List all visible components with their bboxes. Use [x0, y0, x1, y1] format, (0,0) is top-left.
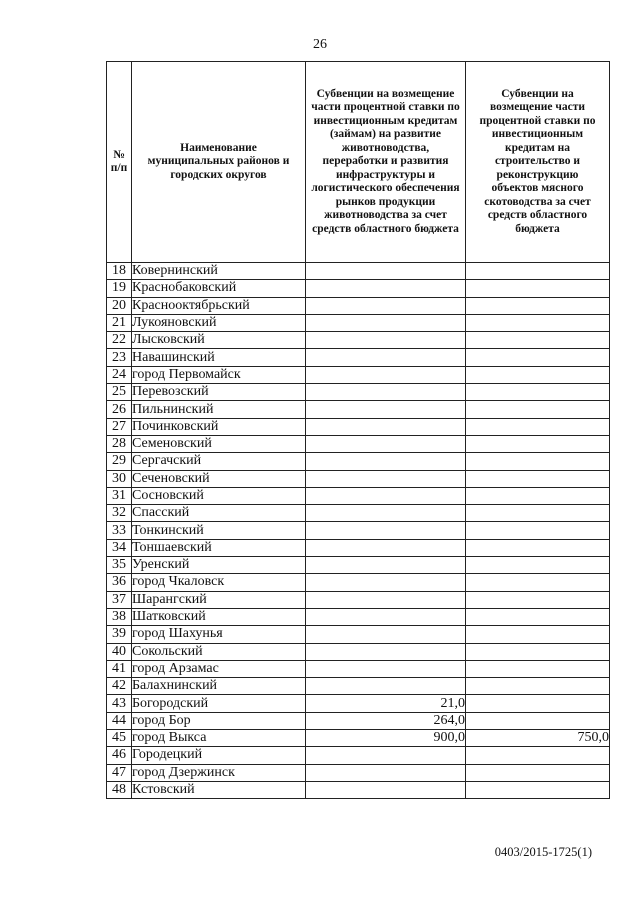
table-row: [107, 366, 610, 383]
row-value-col1: [306, 280, 466, 297]
row-name: город Дзержинск: [132, 764, 306, 781]
row-value-col1: [306, 557, 466, 574]
row-value-col2: [466, 574, 610, 591]
row-value-col2: [466, 626, 610, 643]
row-number: 44: [107, 712, 132, 729]
table-row: [107, 297, 610, 314]
table-row: [107, 349, 610, 366]
row-value-col2: [466, 487, 610, 504]
row-value-col2: [466, 453, 610, 470]
row-value-col1: [306, 608, 466, 625]
row-number: 35: [107, 557, 132, 574]
row-name: Городецкий: [132, 747, 306, 764]
row-value-col2: [466, 557, 610, 574]
row-value-col2: [466, 712, 610, 729]
row-value-col1: [306, 505, 466, 522]
row-value-col1: [306, 643, 466, 660]
row-value-col1: [306, 747, 466, 764]
row-name: Лукояновский: [132, 314, 306, 331]
row-value-col2: 750,0: [466, 730, 610, 747]
row-name: Краснооктябрьский: [132, 297, 306, 314]
row-number: 23: [107, 349, 132, 366]
row-value-col1: [306, 660, 466, 677]
row-value-col2: [466, 608, 610, 625]
row-number: 47: [107, 764, 132, 781]
row-value-col2: [466, 539, 610, 556]
row-value-col1: [306, 418, 466, 435]
row-number: 48: [107, 781, 132, 798]
row-name: Навашинский: [132, 349, 306, 366]
row-name: Тонкинский: [132, 522, 306, 539]
row-value-col2: [466, 643, 610, 660]
row-value-col2: [466, 435, 610, 452]
row-value-col2: [466, 764, 610, 781]
row-value-col2: [466, 280, 610, 297]
table-row: [107, 695, 610, 712]
row-number: 36: [107, 574, 132, 591]
row-name: Лысковский: [132, 332, 306, 349]
row-number: 43: [107, 695, 132, 712]
row-value-col1: [306, 626, 466, 643]
table-row: [107, 435, 610, 452]
table-row: [107, 522, 610, 539]
row-value-col2: [466, 401, 610, 418]
row-name: Пильнинский: [132, 401, 306, 418]
row-value-col1: [306, 781, 466, 798]
table-row: [107, 263, 610, 280]
row-value-col1: [306, 384, 466, 401]
header-col1: Субвенции на возмещение части процентной ставки по инвестиционным кредитам (займам) на развитие животноводства, переработки и развития инфраструктуры и логистического обеспечения рынков продукции животноводства за счет средств областного бюджета: [306, 62, 466, 263]
table-row: [107, 418, 610, 435]
page-number: 26: [313, 37, 327, 52]
table-row: [107, 747, 610, 764]
row-value-col2: [466, 470, 610, 487]
row-name: город Первомайск: [132, 366, 306, 383]
table-row: [107, 660, 610, 677]
table-row: [107, 384, 610, 401]
table-row: [107, 453, 610, 470]
row-name: Сеченовский: [132, 470, 306, 487]
row-value-col1: [306, 366, 466, 383]
row-value-col2: [466, 591, 610, 608]
row-value-col2: [466, 418, 610, 435]
row-value-col1: [306, 764, 466, 781]
row-number: 20: [107, 297, 132, 314]
row-name: Сергачский: [132, 453, 306, 470]
table-body: [107, 263, 610, 799]
row-number: 28: [107, 435, 132, 452]
table-header-row: [107, 62, 610, 263]
row-name: Сокольский: [132, 643, 306, 660]
row-value-col1: [306, 470, 466, 487]
table-row: [107, 557, 610, 574]
table-row: [107, 314, 610, 331]
row-name: Перевозский: [132, 384, 306, 401]
row-number: 19: [107, 280, 132, 297]
table-row: [107, 505, 610, 522]
row-value-col1: [306, 522, 466, 539]
row-number: 38: [107, 608, 132, 625]
row-number: 40: [107, 643, 132, 660]
row-number: 26: [107, 401, 132, 418]
row-name: Починковский: [132, 418, 306, 435]
row-name: Тоншаевский: [132, 539, 306, 556]
row-name: Богородский: [132, 695, 306, 712]
table-row: [107, 626, 610, 643]
row-value-col1: [306, 453, 466, 470]
header-name: Наименование муниципальных районов и городских округов: [132, 62, 306, 263]
row-value-col2: [466, 332, 610, 349]
row-value-col1: [306, 263, 466, 280]
row-value-col2: [466, 522, 610, 539]
row-value-col1: [306, 297, 466, 314]
table-row: [107, 608, 610, 625]
table-row: [107, 401, 610, 418]
row-number: 42: [107, 678, 132, 695]
row-value-col1: [306, 678, 466, 695]
table-row: [107, 470, 610, 487]
row-value-col1: [306, 435, 466, 452]
row-value-col1: [306, 401, 466, 418]
subsidy-table: [106, 61, 610, 799]
table-row: [107, 712, 610, 729]
document-code: 0403/2015-1725(1): [494, 845, 592, 859]
row-number: 41: [107, 660, 132, 677]
row-number: 45: [107, 730, 132, 747]
row-number: 25: [107, 384, 132, 401]
row-number: 46: [107, 747, 132, 764]
table-row: [107, 539, 610, 556]
row-value-col2: [466, 366, 610, 383]
row-number: 29: [107, 453, 132, 470]
row-value-col2: [466, 747, 610, 764]
row-value-col2: [466, 781, 610, 798]
row-name: Спасский: [132, 505, 306, 522]
table-row: [107, 764, 610, 781]
row-value-col1: [306, 539, 466, 556]
row-name: Уренский: [132, 557, 306, 574]
row-name: Семеновский: [132, 435, 306, 452]
row-name: Шарангский: [132, 591, 306, 608]
row-number: 34: [107, 539, 132, 556]
row-number: 32: [107, 505, 132, 522]
row-name: Балахнинский: [132, 678, 306, 695]
row-name: город Арзамас: [132, 660, 306, 677]
row-value-col2: [466, 505, 610, 522]
row-value-col2: [466, 263, 610, 280]
table-row: [107, 574, 610, 591]
row-value-col1: [306, 314, 466, 331]
row-name: город Шахунья: [132, 626, 306, 643]
row-value-col2: [466, 297, 610, 314]
table-row: [107, 643, 610, 660]
row-number: 30: [107, 470, 132, 487]
table-row: [107, 332, 610, 349]
table-row: [107, 730, 610, 747]
row-name: город Бор: [132, 712, 306, 729]
row-name: Сосновский: [132, 487, 306, 504]
header-number: № п/п: [107, 62, 132, 263]
row-value-col1: [306, 591, 466, 608]
row-value-col2: [466, 314, 610, 331]
row-number: 39: [107, 626, 132, 643]
table-row: [107, 781, 610, 798]
row-name: Кстовский: [132, 781, 306, 798]
row-number: 37: [107, 591, 132, 608]
row-name: город Выкса: [132, 730, 306, 747]
row-name: Краснобаковский: [132, 280, 306, 297]
table-row: [107, 487, 610, 504]
row-value-col1: [306, 349, 466, 366]
table-row: [107, 591, 610, 608]
row-value-col2: [466, 349, 610, 366]
header-col2: Субвенции на возмещение части процентной ставки по инвестиционным кредитам на строительство и реконструкцию объектов мясного скотоводства за счет средств областного бюджета: [466, 62, 610, 263]
row-value-col1: [306, 574, 466, 591]
row-name: Шатковский: [132, 608, 306, 625]
row-number: 18: [107, 263, 132, 280]
row-number: 27: [107, 418, 132, 435]
row-value-col1: 21,0: [306, 695, 466, 712]
row-value-col1: 900,0: [306, 730, 466, 747]
row-value-col1: 264,0: [306, 712, 466, 729]
row-value-col2: [466, 695, 610, 712]
row-number: 31: [107, 487, 132, 504]
row-value-col2: [466, 384, 610, 401]
table-row: [107, 280, 610, 297]
row-number: 21: [107, 314, 132, 331]
row-name: город Чкаловск: [132, 574, 306, 591]
table-row: [107, 678, 610, 695]
row-number: 33: [107, 522, 132, 539]
row-value-col1: [306, 332, 466, 349]
row-value-col2: [466, 678, 610, 695]
row-value-col2: [466, 660, 610, 677]
row-name: Ковернинский: [132, 263, 306, 280]
row-value-col1: [306, 487, 466, 504]
row-number: 24: [107, 366, 132, 383]
row-number: 22: [107, 332, 132, 349]
